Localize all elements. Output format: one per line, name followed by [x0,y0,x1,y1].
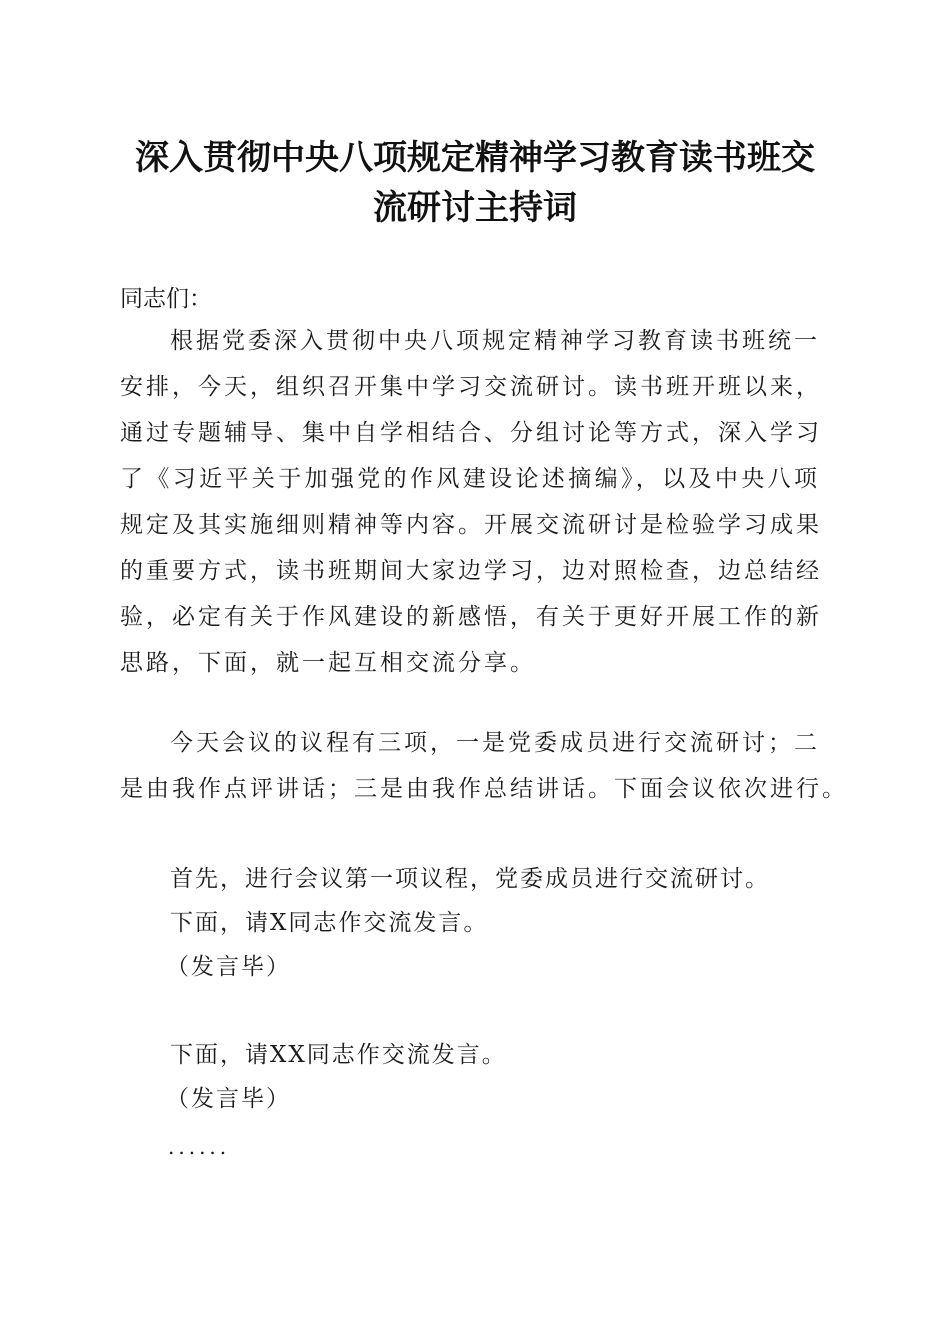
paragraph-line: 的重要方式，读书班期间大家边学习，边对照检查，边总结经 [120,558,822,584]
document-title-line-2: 流研讨主持词 [373,188,577,228]
paragraph-line: 了《习近平关于加强党的作风建设论述摘编》，以及中央八项 [120,466,820,492]
salutation: 同志们： [120,286,212,312]
paragraph-line: 验，必定有关于作风建设的新感悟，有关于更好开展工作的新 [120,604,822,630]
paragraph-line: 根据党委深入贯彻中央八项规定精神学习教育读书班统一 [170,328,820,354]
speech-finished-note-1: （发言毕） [166,954,291,980]
speaker-invitation-1: 下面，请X同志作交流发言。 [170,910,489,936]
paragraph-line: 今天会议的议程有三项，一是党委成员进行交流研讨；二 [170,730,820,756]
paragraph-line: 是由我作点评讲话；三是由我作总结讲话。下面会议依次进行。 [120,776,848,802]
paragraph-line: 思路，下面，就一起互相交流分享。 [120,650,536,676]
paragraph-line: 规定及其实施细则精神等内容。开展交流研讨是检验学习成果 [120,512,822,538]
speaker-invitation-2: 下面，请XX同志作交流发言。 [170,1042,507,1068]
paragraph-intro [120,318,820,686]
paragraph-line: 安排，今天，组织召开集中学习交流研讨。读书班开班以来， [120,374,822,400]
paragraph-agenda [120,720,848,812]
agenda-item-first: 首先，进行会议第一项议程，党委成员进行交流研讨。 [170,866,770,892]
speech-finished-note-2: （发言毕） [166,1086,291,1112]
document-title-line-1: 深入贯彻中央八项规定精神学习教育读书班交 [135,138,815,178]
ellipsis: ...... [168,1135,231,1159]
paragraph-line: 通过专题辅导、集中自学相结合、分组讨论等方式，深入学习 [120,420,822,446]
